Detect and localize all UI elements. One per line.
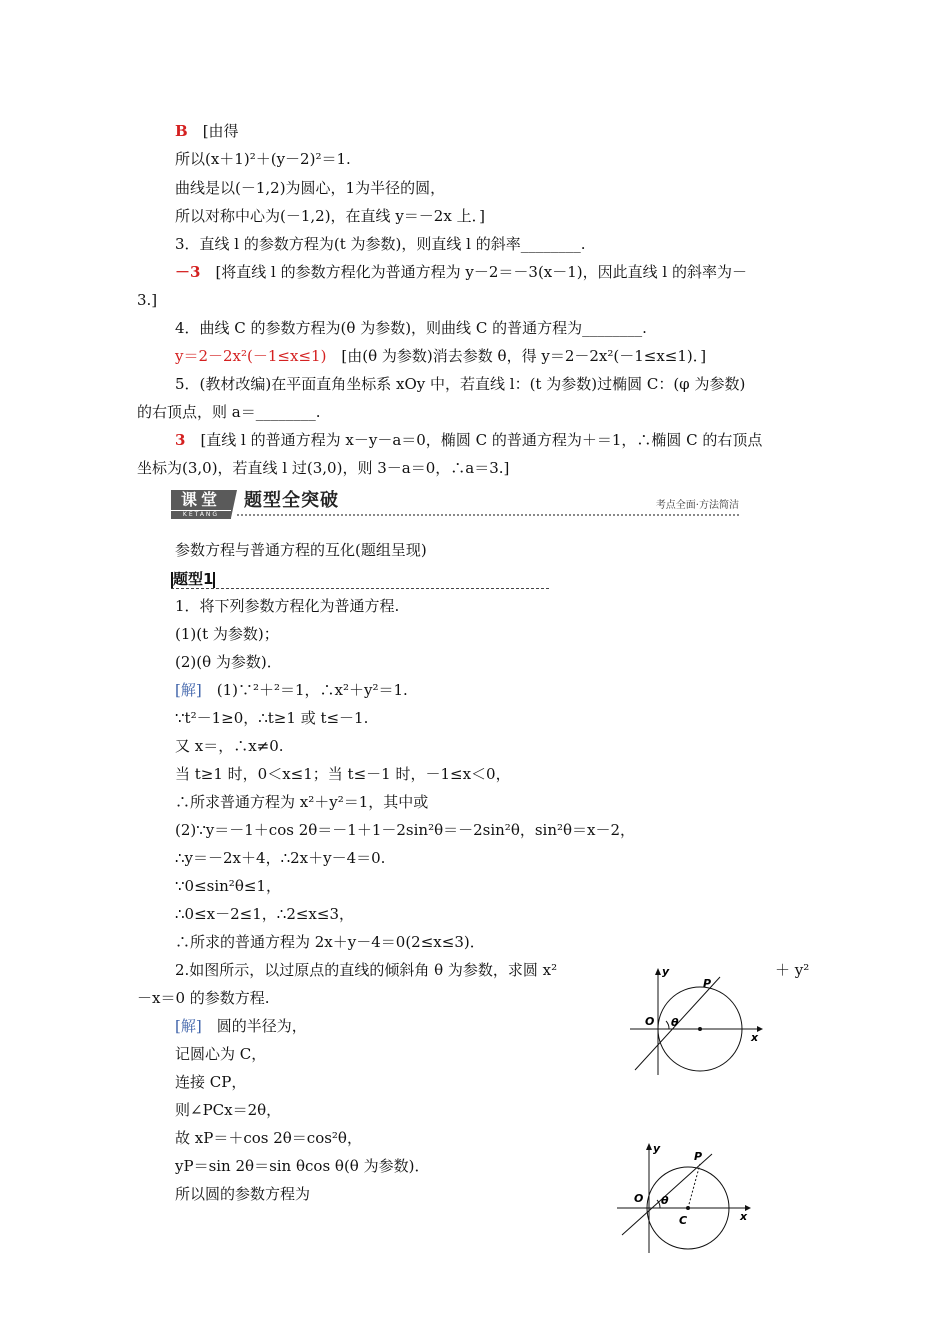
text-run: ∴y＝－2x＋4，∴2x＋y－4＝0.: [175, 849, 386, 867]
text-line-l20: [175, 737, 284, 755]
angle-arc: [666, 1021, 669, 1029]
text-run: [解]: [175, 681, 202, 699]
label-o: O: [645, 1015, 655, 1028]
text-run: ∴所求的普通方程为 2x＋y－4＝0(2≤x≤3)．: [175, 933, 485, 951]
y-axis-arrow: [655, 968, 661, 975]
label-y: y: [662, 965, 670, 978]
text-line-l19: [175, 709, 368, 727]
banner-tag: 课堂: [171, 490, 231, 510]
text-run: 则∠PCx＝2θ，: [175, 1101, 282, 1119]
text-run: －x＝0 的参数方程.: [137, 989, 270, 1007]
text-run: 所以圆的参数方程为: [175, 1185, 311, 1203]
text-run: 的右顶点，则 a＝________.: [137, 403, 321, 421]
qtype-rule: [171, 588, 549, 589]
text-line-l5: [175, 235, 585, 253]
qtype-text: 题型1: [173, 570, 214, 588]
text-line-l29: [137, 989, 270, 1007]
text-line-l3: [175, 179, 445, 197]
text-run: y＝2－2x²(－1≤x≤1): [175, 347, 327, 365]
text-run: ∴所求普通方程为 x²＋y²＝1，其中或: [175, 793, 429, 811]
text-line-l2: [175, 150, 351, 168]
section-banner: [171, 490, 739, 520]
text-run: 曲线是以(－1,2)为圆心，1为半径的圆，: [175, 179, 446, 197]
text-run: 当 t≥1 时，0＜x≤1；当 t≤－1 时，－1≤x＜0，: [175, 765, 511, 783]
text-run: ∵t²－1≥0，∴t≥1 或 t≤－1.: [175, 709, 369, 727]
text-run: (2)(θ 为参数)．: [175, 653, 282, 671]
text-run: 3.]: [137, 291, 158, 309]
text-line-l27: [175, 933, 485, 951]
text-run: 故 xP＝＋cos 2θ＝cos²θ，: [175, 1129, 362, 1147]
label-y: y: [653, 1142, 661, 1155]
text-line-l11: [137, 403, 320, 421]
text-line-l13: [137, 459, 509, 477]
text-run: 又 x＝，∴x≠0.: [175, 737, 284, 755]
text-run: (1)∵²＋²＝1，∴x²＋y²＝1.: [201, 681, 408, 699]
text-run: 所以(x＋1)²＋(y－2)²＝1.: [175, 150, 351, 168]
text-run: [直线 l 的普通方程为 x－y－a＝0，椭圆 C 的普通方程为＋＝1，∴椭圆 C 的右顶点: [185, 431, 763, 449]
text-line-l32: [175, 1073, 246, 1091]
figure-1-svg: [625, 965, 765, 1077]
text-line-l4: [175, 207, 485, 225]
text-run: －3: [175, 263, 201, 281]
text-run: [由(θ 为参数)消去参数 θ，得 y＝2－2x²(－1≤x≤1)．]: [326, 347, 707, 365]
figure-2-svg: [612, 1140, 757, 1255]
circle-figure-2: [612, 1140, 757, 1255]
banner-title: 题型全突破: [244, 490, 339, 511]
text-line-l16: [175, 625, 279, 643]
text-run: 3．直线 l 的参数方程为(t 为参数)，则直线 l 的斜率________.: [175, 235, 586, 253]
text-run: 记圆心为 C，: [175, 1045, 267, 1063]
label-x: x: [751, 1031, 759, 1044]
text-line-l14: [175, 541, 427, 559]
text-run: 所以对称中心为(－1,2)，在直线 y＝－2x 上．]: [175, 207, 485, 225]
y-axis-arrow: [646, 1143, 652, 1150]
center-dot: [686, 1206, 690, 1210]
text-line-l33: [175, 1101, 281, 1119]
text-line-l18: [175, 681, 408, 699]
text-line-l36: [175, 1185, 310, 1203]
text-line-l12: [175, 431, 762, 449]
text-run: yP＝sin 2θ＝sin θcos θ(θ 为参数)．: [175, 1157, 430, 1175]
text-run: 2.如图所示，以过原点的直线的倾斜角 θ 为参数，求圆 x²: [175, 961, 558, 979]
label-o: O: [634, 1192, 644, 1205]
text-run: 4．曲线 C 的参数方程为(θ 为参数)，则曲线 C 的普通方程为________.: [175, 319, 647, 337]
text-run: 1．将下列参数方程化为普通方程.: [175, 597, 400, 615]
text-line-l35: [175, 1157, 429, 1175]
label-theta: θ: [661, 1194, 669, 1207]
text-line-l23: [175, 821, 635, 839]
text-line-l31: [175, 1045, 266, 1063]
text-line-l28b: [775, 961, 809, 979]
text-run: (1)(t 为参数)；: [175, 625, 279, 643]
text-line-l22: [175, 793, 428, 811]
qtype-bar-right: [213, 572, 215, 588]
text-line-l25: [175, 877, 281, 895]
text-line-l30: [175, 1017, 307, 1035]
text-line-l34: [175, 1129, 362, 1147]
text-run: 5．(教材改编)在平面直角坐标系 xOy 中，若直线 l：(t 为参数)过椭圆 C：(φ 为参数): [175, 375, 746, 393]
text-run: 坐标为(3,0)，若直线 l 过(3,0)，则 3－a＝0，∴a＝3.]: [137, 459, 510, 477]
label-theta: θ: [671, 1016, 679, 1029]
text-line-l24: [175, 849, 385, 867]
text-line-l6: [175, 263, 747, 281]
banner-rule: [237, 514, 739, 516]
text-line-l8: [175, 319, 647, 337]
text-run: [解]: [175, 1017, 202, 1035]
question-type-label: [171, 570, 215, 588]
text-line-l10: [175, 375, 745, 393]
text-run: [将直线 l 的参数方程化为普通方程为 y－2＝－3(x－1)，因此直线 l 的斜率为－: [200, 263, 747, 281]
banner-subtitle: 考点全面·方法简洁: [655, 500, 739, 511]
text-line-l28: [175, 961, 557, 979]
text-run: [由得: [187, 122, 239, 140]
text-line-l21: [175, 765, 511, 783]
label-x: x: [740, 1210, 748, 1223]
text-run: ＋ y²: [775, 961, 810, 979]
text-run: 圆的半径为，: [201, 1017, 307, 1035]
text-line-l9: [175, 347, 706, 365]
banner-tag-sub: KETANG: [171, 511, 231, 519]
text-line-l26: [175, 905, 354, 923]
label-p: P: [703, 977, 712, 990]
text-run: ∴0≤x－2≤1，∴2≤x≤3，: [175, 905, 354, 923]
circle-figure-1: [625, 965, 765, 1077]
label-c: C: [679, 1214, 688, 1227]
text-run: 3: [175, 431, 186, 449]
label-p: P: [694, 1150, 703, 1163]
text-run: 连接 CP，: [175, 1073, 247, 1091]
text-run: ∵0≤sin²θ≤1，: [175, 877, 281, 895]
center-dot: [698, 1027, 702, 1031]
text-run: (2)∵y＝－1＋cos 2θ＝－1＋1－2sin²θ＝－2sin²θ，sin²θ＝x－2，: [175, 821, 636, 839]
text-line-l1: [175, 122, 239, 140]
text-line-l7: [137, 291, 157, 309]
text-run: B: [175, 122, 188, 140]
text-line-l15: [175, 597, 399, 615]
text-run: 参数方程与普通方程的互化(题组呈现): [175, 541, 427, 559]
text-line-l17: [175, 653, 282, 671]
